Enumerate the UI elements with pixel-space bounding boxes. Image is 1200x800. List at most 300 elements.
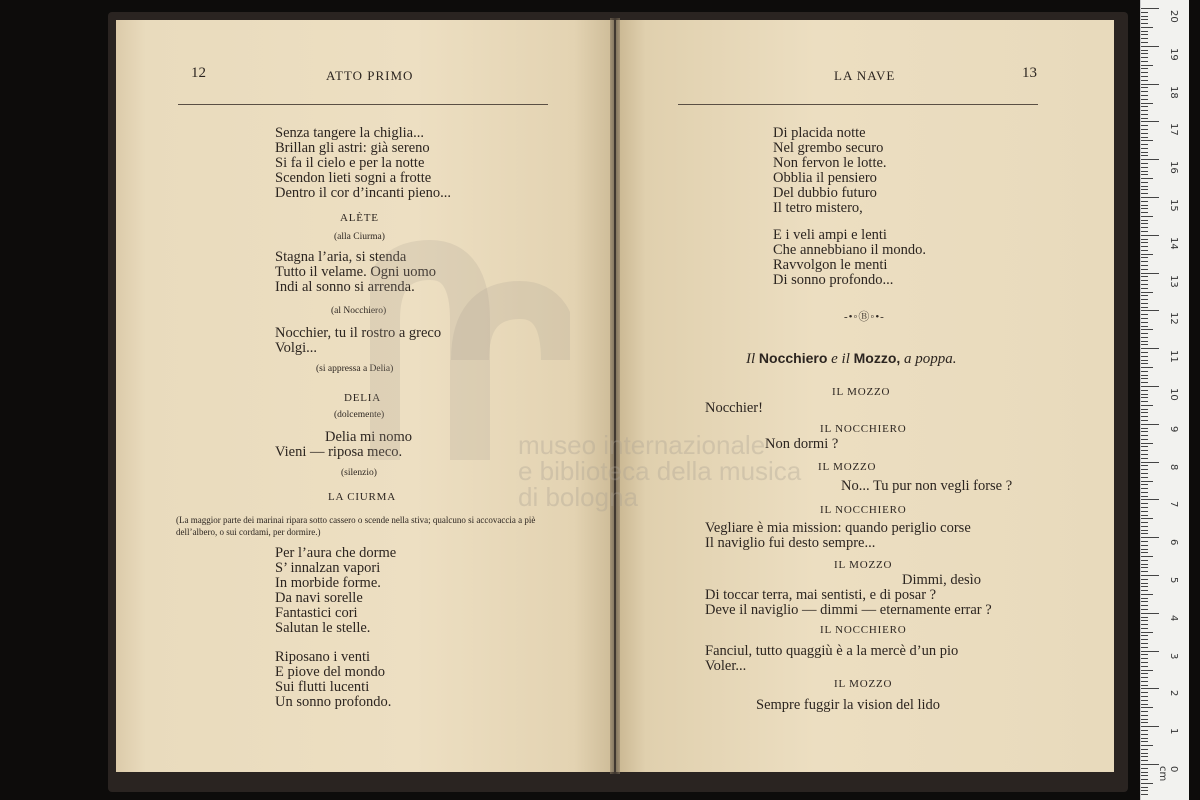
ruler-tick (1141, 167, 1148, 168)
dialogue-line: Il naviglio fui desto sempre... (705, 535, 876, 551)
verse-line: Indi al sonno si arrenda. (275, 279, 415, 295)
ruler-tick (1141, 726, 1159, 727)
ruler-tick (1141, 186, 1148, 187)
ruler-tick (1141, 303, 1148, 304)
verse-line: Sui flutti lucenti (275, 679, 370, 695)
ruler-tick (1141, 617, 1148, 618)
ruler-tick (1141, 681, 1148, 682)
ruler-tick (1141, 787, 1148, 788)
ruler-tick (1141, 378, 1148, 379)
ruler-tick (1141, 242, 1148, 243)
ruler-number: 12 (1168, 312, 1179, 326)
ruler-tick (1141, 545, 1148, 546)
dialogue-line: Fanciul, tutto quaggiù è a la mercè d’un pio (705, 643, 959, 659)
ruler-tick (1141, 333, 1148, 334)
ruler-tick (1141, 326, 1148, 327)
right-page (616, 20, 1114, 772)
verse-line: Stagna l’aria, si stenda (275, 249, 407, 265)
verse-line: E i veli ampi e lenti (773, 227, 887, 243)
header-rule-right (678, 104, 1038, 105)
ruler-tick (1141, 171, 1148, 172)
ruler-tick (1141, 477, 1148, 478)
ruler-number: 11 (1168, 350, 1179, 363)
ruler-tick (1141, 276, 1148, 277)
ruler-tick (1141, 556, 1153, 557)
ruler-tick (1141, 481, 1153, 482)
ruler-number: 8 (1168, 463, 1179, 470)
ruler-tick (1141, 16, 1148, 17)
ruler-tick (1141, 261, 1148, 262)
ruler-tick (1141, 688, 1159, 689)
ruler-tick (1141, 499, 1159, 500)
ruler-tick (1141, 220, 1148, 221)
ruler-tick (1141, 269, 1148, 270)
scene-il: Il (746, 351, 756, 367)
scene-heading (746, 350, 957, 368)
stage-direction: (silenzio) (341, 468, 377, 478)
ruler-tick (1141, 552, 1148, 553)
ruler-tick (1141, 643, 1148, 644)
ruler-tick (1141, 515, 1148, 516)
ruler-tick (1141, 590, 1148, 591)
ruler-tick (1141, 148, 1148, 149)
ruler-tick (1141, 250, 1148, 251)
verse-line: Delia mi nomo (325, 429, 412, 445)
verse-line: Da navi sorelle (275, 590, 363, 606)
ruler-tick (1141, 579, 1148, 580)
ruler-tick (1141, 363, 1148, 364)
ruler-tick (1141, 87, 1148, 88)
ruler-tick (1141, 435, 1148, 436)
ruler-tick (1141, 178, 1153, 179)
ruler-tick (1141, 68, 1148, 69)
ruler-tick (1141, 137, 1148, 138)
ruler-tick (1141, 57, 1148, 58)
ruler-tick (1141, 632, 1153, 633)
verse-line: Volgi... (275, 340, 318, 356)
ruler-tick (1141, 341, 1148, 342)
verse-line: Fantastici cori (275, 605, 358, 621)
ruler-tick (1141, 537, 1159, 538)
ruler-tick (1141, 711, 1148, 712)
ruler-tick (1141, 371, 1148, 372)
ruler-number: 19 (1168, 47, 1179, 61)
stage-note: (La maggior parte dei marinai ripara sotto cassero o scende nella stiva; qualcuno si accovaccia a piè dell’albero, o sui cordami, per dormire.) (176, 515, 536, 537)
ruler-tick (1141, 756, 1148, 757)
ruler-number: 18 (1168, 85, 1179, 99)
ruler-tick (1141, 738, 1148, 739)
ruler-tick (1141, 431, 1148, 432)
ruler-tick (1141, 38, 1148, 39)
ruler-tick (1141, 356, 1148, 357)
ruler-tick (1141, 409, 1148, 410)
ruler-tick (1141, 307, 1148, 308)
ruler-tick (1141, 522, 1148, 523)
ruler-number: 7 (1168, 501, 1179, 508)
ruler-tick (1141, 50, 1148, 51)
ruler-tick (1141, 707, 1153, 708)
speaker-mozzo: IL MOZZO (818, 461, 877, 473)
ruler-tick (1141, 329, 1153, 330)
ruler-tick (1141, 405, 1153, 406)
ruler-tick (1141, 700, 1148, 701)
ruler-tick (1141, 27, 1153, 28)
ornament-divider: -•◦Ⓑ◦•- (844, 311, 885, 323)
ruler-tick (1141, 567, 1148, 568)
verse-line: Senza tangere la chiglia... (275, 125, 424, 141)
ruler-tick (1141, 571, 1148, 572)
stage-direction: (al Nocchiero) (331, 306, 387, 316)
ruler-tick (1141, 730, 1148, 731)
ruler-tick (1141, 163, 1148, 164)
ruler-tick (1141, 106, 1148, 107)
ruler-tick (1141, 541, 1148, 542)
ruler-tick (1141, 121, 1159, 122)
ruler-tick (1141, 753, 1148, 754)
measuring-ruler (1140, 0, 1189, 800)
ruler-tick (1141, 344, 1148, 345)
ruler-tick (1141, 488, 1148, 489)
ruler-tick (1141, 605, 1148, 606)
ruler-tick (1141, 412, 1148, 413)
ruler-tick (1141, 76, 1148, 77)
ruler-tick (1141, 768, 1148, 769)
ruler-tick (1141, 205, 1148, 206)
ruler-tick (1141, 454, 1148, 455)
verse-line: Nel grembo securo (773, 140, 884, 156)
verse-line: Obblia il pensiero (773, 170, 877, 186)
ruler-tick (1141, 658, 1148, 659)
ruler-tick (1141, 227, 1148, 228)
ruler-tick (1141, 91, 1148, 92)
ruler-tick (1141, 114, 1148, 115)
ruler-number: 14 (1168, 236, 1179, 250)
ruler-tick (1141, 734, 1148, 735)
ruler-tick (1141, 133, 1148, 134)
ruler-tick (1141, 31, 1148, 32)
ruler-number: 6 (1168, 539, 1179, 546)
ruler-tick (1141, 462, 1159, 463)
ruler-tick (1141, 182, 1148, 183)
ruler-tick (1141, 416, 1148, 417)
ruler-tick (1141, 53, 1148, 54)
dialogue-line: Vegliare è mia mission: quando periglio corse (705, 520, 971, 536)
ruler-tick (1141, 19, 1148, 20)
ruler-tick (1141, 12, 1148, 13)
ruler-number: 4 (1168, 614, 1179, 622)
ruler-tick (1141, 783, 1153, 784)
speaker-mozzo: IL MOZZO (832, 386, 891, 398)
ruler-tick (1141, 375, 1148, 376)
ruler-tick (1141, 174, 1148, 175)
ruler-tick (1141, 428, 1148, 429)
ruler-tick (1141, 197, 1159, 198)
dialogue-line: Deve il naviglio — dimmi — eternamente errar ? (705, 602, 992, 618)
scene-a-poppa: a poppa. (904, 351, 957, 367)
ruler-tick (1141, 549, 1148, 550)
speaker-mozzo: IL MOZZO (834, 559, 893, 571)
speaker-nocchiero: IL NOCCHIERO (820, 504, 907, 516)
ruler-tick (1141, 352, 1148, 353)
speaker-ciurma: LA CIURMA (328, 491, 397, 503)
ruler-tick (1141, 212, 1148, 213)
verse-line: Tutto il velame. Ogni uomo (275, 264, 436, 280)
ruler-tick (1141, 458, 1148, 459)
verse-line: Vieni — riposa meco. (275, 444, 403, 460)
ruler-tick (1141, 583, 1148, 584)
ruler-tick (1141, 745, 1153, 746)
running-head-right: LA NAVE (834, 68, 896, 83)
ruler-tick (1141, 526, 1148, 527)
ruler-tick (1141, 586, 1148, 587)
ruler-tick (1141, 193, 1148, 194)
ruler-tick (1141, 360, 1148, 361)
ruler-tick (1141, 439, 1148, 440)
ruler-tick (1141, 601, 1148, 602)
dialogue-line: Dimmi, desìo (902, 572, 981, 588)
stage-direction: (alla Ciurma) (334, 232, 385, 242)
ruler-tick (1141, 295, 1148, 296)
ruler-tick (1141, 450, 1148, 451)
page-number-left: 12 (191, 65, 206, 81)
ruler-number: 10 (1168, 388, 1179, 401)
ruler-tick (1141, 772, 1148, 773)
verse-line: Dentro il cor d’incanti pieno... (275, 185, 451, 201)
header-rule-left (178, 104, 548, 105)
ruler-tick (1141, 530, 1148, 531)
verse-line: Di placida notte (773, 125, 866, 141)
ruler-tick (1141, 110, 1148, 111)
ruler-tick (1141, 84, 1159, 85)
ruler-number: 2 (1168, 690, 1179, 697)
ruler-tick (1141, 790, 1148, 791)
ruler-tick (1141, 239, 1148, 240)
verse-line: Del dubbio futuro (773, 185, 877, 201)
ruler-tick (1141, 503, 1148, 504)
ruler-tick (1141, 322, 1148, 323)
ruler-tick (1141, 273, 1159, 274)
ruler-number: 1 (1168, 728, 1179, 735)
ruler-tick (1141, 223, 1148, 224)
ruler-tick (1141, 670, 1153, 671)
ruler-tick (1141, 639, 1148, 640)
ruler-tick (1141, 390, 1148, 391)
watermark-line: e biblioteca della musica (518, 456, 802, 486)
ruler-tick (1141, 118, 1148, 119)
ruler-tick (1141, 299, 1148, 300)
ruler-tick (1141, 794, 1148, 795)
ruler-number: 20 (1168, 10, 1179, 23)
ruler-tick (1141, 473, 1148, 474)
ruler-tick (1141, 382, 1148, 383)
verse-line: Per l’aura che dorme (275, 545, 397, 561)
ruler-tick (1141, 469, 1148, 470)
ruler-tick (1141, 257, 1148, 258)
ruler-tick (1141, 635, 1148, 636)
ruler-tick (1141, 235, 1159, 236)
ruler-tick (1141, 598, 1148, 599)
running-head-left: ATTO PRIMO (326, 68, 414, 83)
ruler-tick (1141, 265, 1148, 266)
ruler-tick (1141, 424, 1159, 425)
ruler-tick (1141, 654, 1148, 655)
ruler-tick (1141, 741, 1148, 742)
ruler-tick (1141, 8, 1159, 9)
ruler-tick (1141, 719, 1148, 720)
ruler-tick (1141, 760, 1148, 761)
verse-line: Brillan gli astri: già sereno (275, 140, 430, 156)
speaker-mozzo: IL MOZZO (834, 678, 893, 690)
verse-line: Ravvolgon le menti (773, 257, 888, 273)
speaker-nocchiero: IL NOCCHIERO (820, 423, 907, 435)
ruler-tick (1141, 696, 1148, 697)
ruler-tick (1141, 492, 1148, 493)
ruler-tick (1141, 159, 1159, 160)
ruler-tick (1141, 594, 1153, 595)
ruler-tick (1141, 103, 1153, 104)
dialogue-line: Non dormi ? (765, 436, 839, 452)
ruler-tick (1141, 662, 1148, 663)
ruler-tick (1141, 564, 1148, 565)
scene-e-il: e il (831, 351, 850, 367)
verse-line: Un sonno profondo. (275, 694, 392, 710)
ruler-tick (1141, 465, 1148, 466)
verse-line: Di sonno profondo... (773, 272, 894, 288)
ruler-tick (1141, 443, 1153, 444)
ruler-number: 9 (1168, 425, 1179, 433)
stage-direction: (si appressa a Delia) (316, 364, 394, 374)
ruler-number: 16 (1168, 161, 1179, 174)
ruler-tick (1141, 394, 1148, 395)
ruler-tick (1141, 292, 1153, 293)
ruler-tick (1141, 673, 1148, 674)
ruler-tick (1141, 533, 1148, 534)
ruler-tick (1141, 231, 1148, 232)
ruler-tick (1141, 613, 1159, 614)
ruler-tick (1141, 722, 1148, 723)
ruler-number: 5 (1168, 577, 1179, 584)
dialogue-line: Nocchier! (705, 400, 763, 416)
stage-direction: (dolcemente) (334, 410, 385, 420)
verse-line: Riposano i venti (275, 649, 371, 665)
ruler-tick (1141, 254, 1153, 255)
ruler-tick (1141, 715, 1148, 716)
verse-line: In morbide forme. (275, 575, 381, 591)
ruler-tick (1141, 144, 1148, 145)
ruler-tick (1141, 46, 1159, 47)
dialogue-line: No... Tu pur non vegli forse ? (841, 478, 1013, 494)
ruler-tick (1141, 280, 1148, 281)
ruler-tick (1141, 314, 1148, 315)
scene-nocchiero: Nocchiero (758, 350, 828, 366)
ruler-number: 0 cm (1157, 766, 1179, 782)
ruler-tick (1141, 246, 1148, 247)
ruler-tick (1141, 775, 1148, 776)
ruler-tick (1141, 507, 1148, 508)
ruler-tick (1141, 61, 1148, 62)
ruler-tick (1141, 318, 1148, 319)
verse-line: Il tetro mistero, (773, 200, 863, 216)
dialogue-line: Di toccar terra, mai sentisti, e di posar ? (705, 587, 937, 603)
ruler-tick (1141, 496, 1148, 497)
speaker-delia: DELIA (344, 392, 381, 404)
verse-line: Si fa il cielo e per la notte (275, 155, 425, 171)
ruler-tick (1141, 484, 1148, 485)
ruler-tick (1141, 651, 1159, 652)
ruler-tick (1141, 201, 1148, 202)
ruler-tick (1141, 310, 1159, 311)
ruler-tick (1141, 575, 1159, 576)
dialogue-line: Sempre fuggir la vision del lido (756, 697, 941, 713)
ruler-tick (1141, 749, 1148, 750)
ruler-number: 17 (1168, 123, 1179, 137)
verse-line: S’ innalzan vapori (275, 560, 381, 576)
verse-line: Nocchier, tu il rostro a greco (275, 325, 442, 341)
watermark-line: museo internazionale (518, 430, 766, 460)
book-spine (610, 18, 620, 774)
ruler-tick (1141, 34, 1148, 35)
ruler-tick (1141, 677, 1148, 678)
watermark-text (518, 432, 818, 510)
ruler-number: 13 (1168, 274, 1179, 288)
ruler-tick (1141, 511, 1148, 512)
verse-line: Scendon lieti sogni a frotte (275, 170, 432, 186)
ruler-tick (1141, 189, 1148, 190)
ruler-tick (1141, 95, 1148, 96)
watermark-line: di bologna (518, 482, 638, 512)
ruler-tick (1141, 42, 1148, 43)
page-number-right: 13 (1022, 65, 1037, 81)
ruler-tick (1141, 560, 1148, 561)
ruler-tick (1141, 155, 1148, 156)
ruler-tick (1141, 624, 1148, 625)
ruler-tick (1141, 401, 1148, 402)
ruler-tick (1141, 397, 1148, 398)
ruler-tick (1141, 23, 1148, 24)
verse-line: E piove del mondo (275, 664, 385, 680)
ruler-tick (1141, 80, 1148, 81)
ruler-tick (1141, 764, 1159, 765)
verse-line: Che annebbiano il mondo. (773, 242, 927, 258)
ruler-tick (1141, 288, 1148, 289)
ruler-tick (1141, 367, 1153, 368)
speaker-alete: ALÈTE (340, 212, 379, 224)
verse-line: Non fervon le lotte. (773, 155, 887, 171)
ruler-tick (1141, 386, 1159, 387)
ruler-tick (1141, 666, 1148, 667)
ruler-tick (1141, 99, 1148, 100)
ruler-tick (1141, 685, 1148, 686)
ruler-tick (1141, 704, 1148, 705)
ruler-tick (1141, 620, 1148, 621)
ruler-tick (1141, 337, 1148, 338)
ruler-number: 3 (1168, 652, 1179, 659)
ruler-tick (1141, 609, 1148, 610)
ruler-tick (1141, 647, 1148, 648)
ruler-tick (1141, 420, 1148, 421)
speaker-nocchiero: IL NOCCHIERO (820, 624, 907, 636)
ruler-tick (1141, 348, 1159, 349)
ruler-tick (1141, 129, 1148, 130)
ruler-tick (1141, 65, 1153, 66)
ruler-tick (1141, 779, 1148, 780)
ruler-tick (1141, 692, 1148, 693)
scene-mozzo: Mozzo, (853, 350, 901, 366)
ruler-tick (1141, 284, 1148, 285)
ruler-tick (1141, 216, 1153, 217)
dialogue-line: Voler... (705, 658, 747, 674)
ruler-tick (1141, 152, 1148, 153)
